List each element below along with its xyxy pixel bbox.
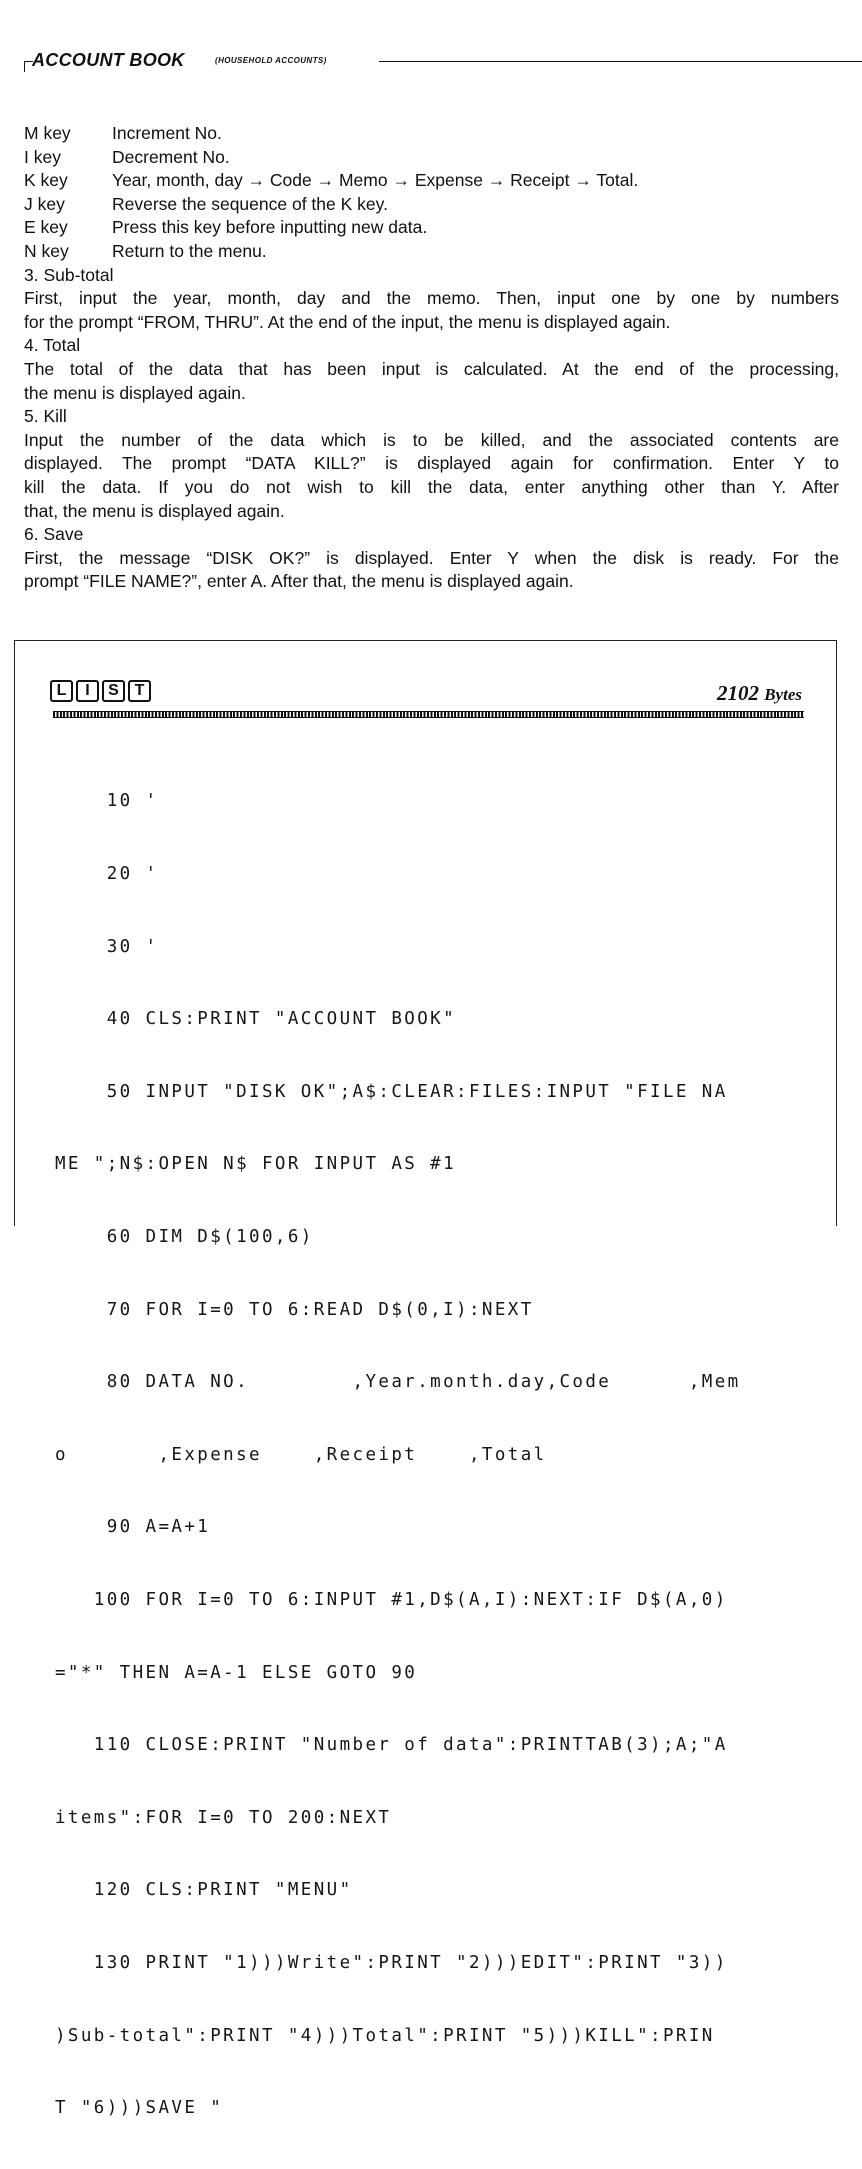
key-name: J key [24, 193, 65, 214]
key-row [24, 146, 839, 170]
page-subtitle: (HOUSEHOLD ACCOUNTS) [215, 56, 327, 65]
key-list [24, 122, 839, 264]
key-name: K key [24, 170, 68, 191]
section-line: First, input the year, month, day and the memo. Then, input one by one by numbers [24, 288, 839, 309]
key-row [24, 193, 839, 217]
header-rule [379, 61, 862, 62]
section-line: for the prompt “FROM, THRU”. At the end of the input, the menu is displayed again. [24, 311, 671, 332]
code-line: ="*" THEN A=A-1 ELSE GOTO 90 [55, 1662, 418, 1683]
section-heading: 3. Sub-total [24, 264, 114, 285]
section-line: The total of the data that has been input is calculated. At the end of the processing, [24, 358, 839, 379]
key-name: I key [24, 146, 61, 167]
code-line: 30 ' [55, 936, 159, 957]
page-header [24, 50, 862, 72]
section-heading: 5. Kill [24, 406, 67, 427]
code-block [55, 741, 815, 2169]
instructions [24, 122, 839, 594]
code-line: )Sub-total":PRINT "4)))Total":PRINT "5)))KILL":PRIN [55, 2025, 715, 2046]
code-line: T "6)))SAVE " [55, 2098, 224, 2119]
key-row [24, 169, 839, 193]
key-description: Press this key before inputting new data. [112, 217, 428, 238]
section-line: that, the menu is displayed again. [24, 500, 285, 521]
code-line: items":FOR I=0 TO 200:NEXT [55, 1807, 392, 1828]
code-line: ME ";N$:OPEN N$ FOR INPUT AS #1 [55, 1154, 457, 1175]
section-heading: 6. Save [24, 524, 84, 545]
key-description: Return to the menu. [112, 240, 267, 261]
key-name: N key [24, 240, 69, 261]
section-kill [24, 405, 839, 523]
section-line: kill the data. If you do not wish to kill the data, enter anything other than Y. After [24, 476, 839, 497]
code-line: 10 ' [55, 791, 159, 812]
program-size-value: 2102 [716, 681, 759, 705]
code-line: 90 A=A+1 [55, 1517, 211, 1538]
list-logo-letter: I [76, 680, 99, 702]
key-row [24, 216, 839, 240]
section-total [24, 334, 839, 405]
code-line: 50 INPUT "DISK OK";A$:CLEAR:FILES:INPUT "FILE NA [55, 1081, 728, 1102]
code-line: 40 CLS:PRINT "ACCOUNT BOOK" [55, 1009, 457, 1030]
key-name: E key [24, 217, 68, 238]
list-logo [50, 680, 151, 702]
program-listing [14, 640, 837, 2119]
section-save [24, 523, 839, 594]
program-size-unit: Bytes [764, 685, 802, 704]
section-line: the menu is displayed again. [24, 382, 246, 403]
key-row [24, 122, 839, 146]
page-title: ACCOUNT BOOK [32, 50, 185, 70]
list-logo-letter: L [50, 680, 73, 702]
list-logo-letter: T [128, 680, 151, 702]
key-description: Reverse the sequence of the K key. [112, 193, 388, 214]
key-description: Increment No. [112, 123, 222, 143]
key-description: Year, month, day → Code → Memo → Expense → Receipt → Total. [112, 170, 639, 191]
section-subtotal [24, 264, 839, 335]
program-size [717, 681, 802, 706]
code-line: 110 CLOSE:PRINT "Number of data":PRINTTAB(3);A;"A [55, 1735, 728, 1756]
code-line: 80 DATA NO. ,Year.month.day,Code ,Mem [55, 1372, 741, 1393]
listing-divider [53, 711, 804, 718]
code-line: 20 ' [55, 864, 159, 884]
section-heading: 4. Total [24, 335, 81, 356]
key-description: Decrement No. [112, 146, 230, 167]
section-line: displayed. The prompt “DATA KILL?” is displayed again for confirmation. Enter Y to [24, 453, 839, 474]
section-line: First, the message “DISK OK?” is displayed. Enter Y when the disk is ready. For the [24, 547, 839, 568]
key-name: M key [24, 123, 71, 143]
code-line: 100 FOR I=0 TO 6:INPUT #1,D$(A,I):NEXT:IF D$(A,0) [55, 1589, 728, 1610]
section-line: Input the number of the data which is to be killed, and the associated contents are [24, 429, 839, 450]
section-line: prompt “FILE NAME?”, enter A. After that, the menu is displayed again. [24, 571, 574, 592]
code-line: 130 PRINT "1)))Write":PRINT "2)))EDIT":PRINT "3)) [55, 1952, 728, 1973]
code-line: o ,Expense ,Receipt ,Total [55, 1444, 547, 1465]
key-row [24, 240, 839, 264]
code-line: 120 CLS:PRINT "MENU" [55, 1880, 353, 1901]
list-logo-letter: S [102, 680, 125, 702]
code-line: 60 DIM D$(100,6) [55, 1226, 314, 1247]
code-line: 70 FOR I=0 TO 6:READ D$(0,I):NEXT [55, 1299, 534, 1320]
